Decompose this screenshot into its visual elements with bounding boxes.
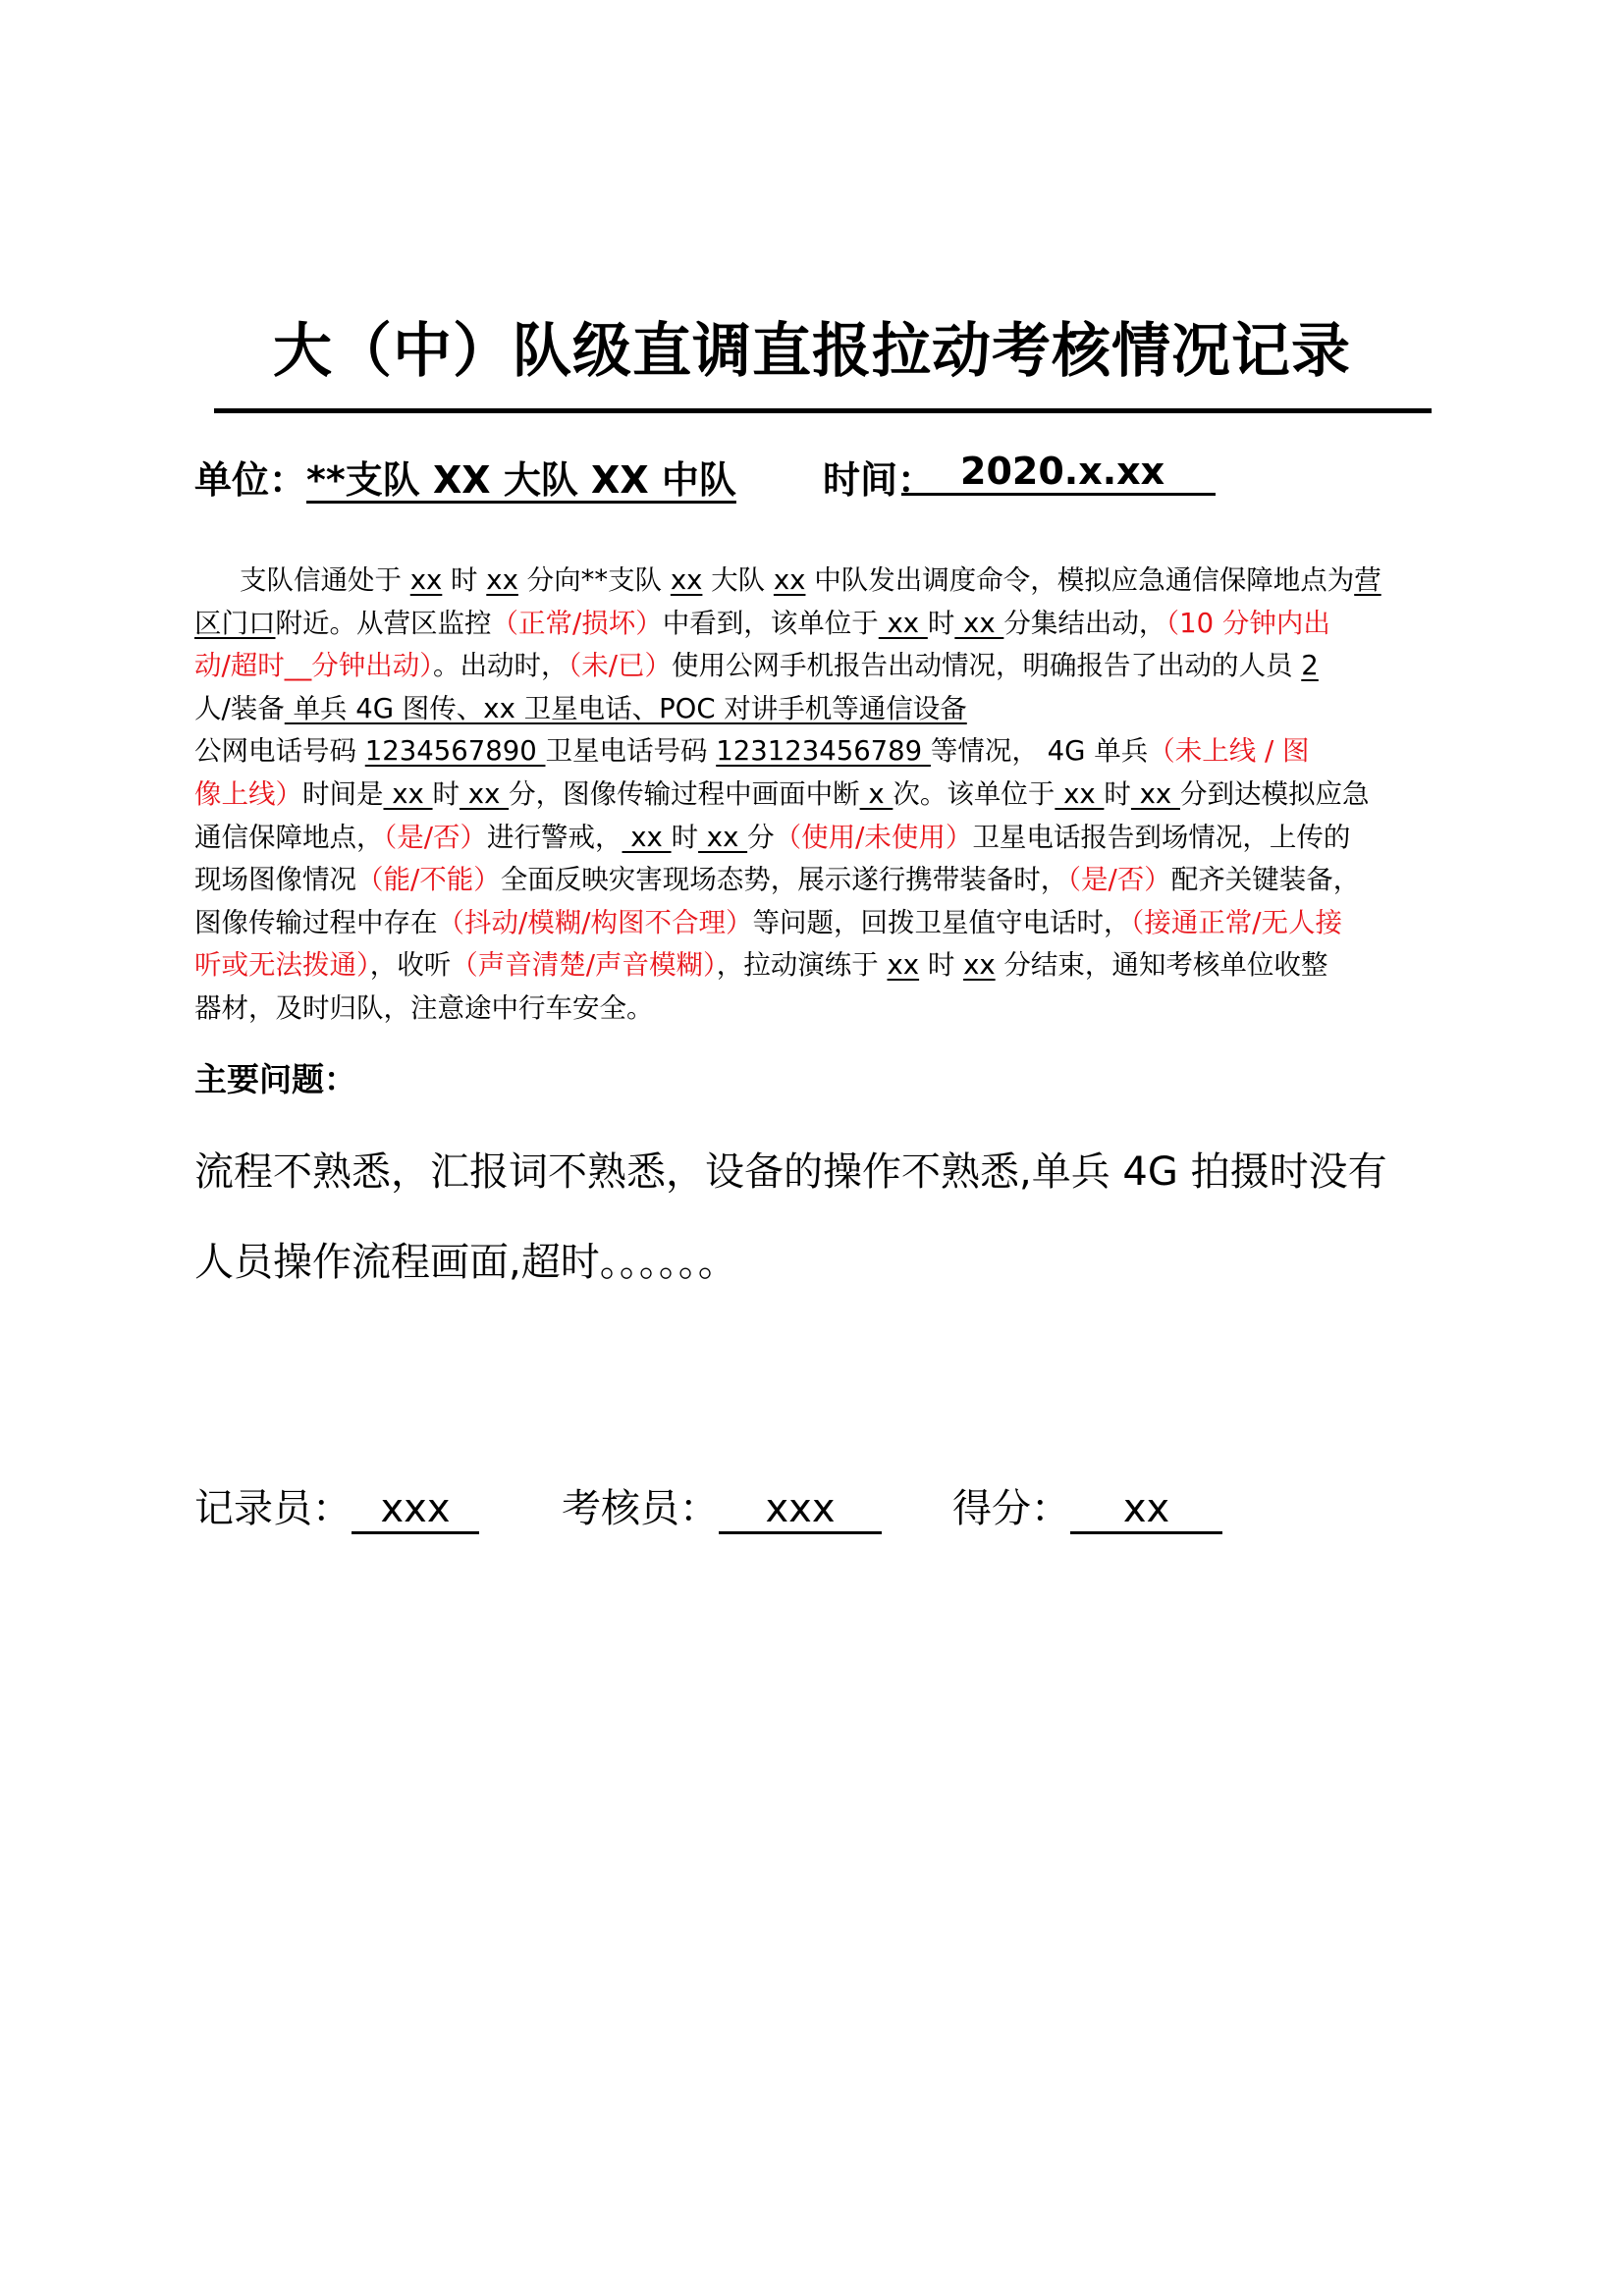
document-title: 大（中）队级直调直报拉动考核情况记录 xyxy=(273,317,1351,386)
filled-blank: 1234567890 xyxy=(364,735,546,768)
time-value: 2020.x.xx xyxy=(901,450,1216,496)
record-text: 公网电话号码 xyxy=(194,735,365,768)
examiner-value: xxx xyxy=(719,1486,882,1534)
record-text: 等问题，回拨卫星值守电话时， xyxy=(752,906,1131,938)
filled-blank: 2 xyxy=(1301,650,1319,682)
record-line xyxy=(194,730,1434,774)
record-text: 中看到，该单位于 xyxy=(662,607,879,639)
record-text: 分结束，通知考核单位收整 xyxy=(995,949,1328,982)
examiner-label: 考核员： xyxy=(562,1486,719,1531)
record-text: 分，图像传输过程中画面中断 xyxy=(509,777,860,810)
recorder-field xyxy=(194,1477,479,1534)
score-label: 得分： xyxy=(952,1486,1070,1531)
record-line xyxy=(194,817,1434,860)
record-text: 时 xyxy=(671,821,699,853)
filled-blank: 123123456789 xyxy=(716,735,931,768)
record-text: 现场图像情况 xyxy=(194,864,356,896)
issues-text xyxy=(194,1127,1461,1308)
record-text: 时间是 xyxy=(302,777,384,810)
record-text: 时 xyxy=(1104,777,1131,810)
record-text: 中队发出调度命令，模拟应急通信保障地点为 xyxy=(805,564,1355,596)
option-choice: （是/否） xyxy=(383,821,488,853)
option-choice: （能/不能） xyxy=(356,864,501,896)
title-underline xyxy=(214,408,1432,413)
record-text: 附近。从营区监控 xyxy=(275,607,492,639)
unit-label: 单位： xyxy=(194,458,307,502)
option-choice: 听或无法拨通） xyxy=(194,949,370,982)
option-choice: （接通正常/无人接 xyxy=(1130,906,1343,938)
option-choice: （正常/损坏） xyxy=(491,607,663,639)
filled-blank: xx xyxy=(698,821,748,853)
option-choice: 动/超时__分钟出动） xyxy=(194,650,434,682)
record-text: 等情况， 4G 单兵 xyxy=(930,735,1149,768)
filled-blank: xx xyxy=(1130,777,1180,810)
record-text: 图像传输过程中存在 xyxy=(194,906,438,938)
filled-blank: xx xyxy=(383,777,433,810)
filled-blank: xx xyxy=(963,949,996,982)
record-text: 支队信通处于 xyxy=(240,564,410,596)
record-text: 次。该单位于 xyxy=(893,777,1056,810)
record-paragraph xyxy=(194,560,1434,1031)
record-line xyxy=(194,944,1434,988)
option-choice: （未上线 / 图 xyxy=(1148,735,1310,768)
record-line xyxy=(194,774,1434,817)
filled-blank: xx xyxy=(1055,777,1105,810)
record-line xyxy=(194,988,1434,1031)
filled-blank: xx xyxy=(887,949,920,982)
option-choice: （使用/未使用） xyxy=(774,821,973,853)
filled-blank: 区门口 xyxy=(194,607,276,639)
record-text: 分向**支队 xyxy=(517,564,671,596)
issues-line: 人员操作流程画面,超时。。。。。。 xyxy=(194,1240,737,1285)
score-value: xx xyxy=(1070,1486,1222,1534)
record-text: 分集结出动， xyxy=(1003,607,1166,639)
time-label: 时间： xyxy=(823,458,936,502)
record-text: 大队 xyxy=(702,564,774,596)
filled-blank: x xyxy=(859,777,893,810)
recorder-label: 记录员： xyxy=(194,1486,352,1531)
record-text: 。出动时， xyxy=(433,650,568,682)
record-text: 分到达模拟应急 xyxy=(1179,777,1370,810)
option-choice: （声音清楚/声音模糊） xyxy=(451,949,717,982)
filled-blank: xx xyxy=(460,777,510,810)
filled-blank: xx xyxy=(773,564,806,596)
filled-blank: 营 xyxy=(1354,564,1381,596)
filled-blank: xx xyxy=(486,564,518,596)
record-text: ，拉动演练于 xyxy=(716,949,888,982)
record-text: ，收听 xyxy=(369,949,452,982)
record-text: 人/装备 xyxy=(194,692,285,724)
record-text: 使用公网手机报告出动情况，明确报告了出动的人员 xyxy=(672,650,1302,682)
header-meta xyxy=(194,450,1165,504)
filled-blank: 单兵 4G 图传、xx 卫星电话、POC 对讲手机等通信设备 xyxy=(284,692,967,724)
option-choice: （未/已） xyxy=(568,650,673,682)
record-text: 分 xyxy=(747,821,775,853)
record-text: 进行警戒， xyxy=(487,821,623,853)
record-text: 通信保障地点， xyxy=(194,821,384,853)
record-text: 配齐关键装备， xyxy=(1170,864,1361,896)
issues-heading: 主要问题： xyxy=(194,1060,356,1098)
record-text: 时 xyxy=(927,607,955,639)
record-line xyxy=(194,560,1434,603)
filled-blank: xx xyxy=(622,821,672,853)
record-text: 时 xyxy=(442,564,487,596)
record-line xyxy=(194,902,1434,945)
option-choice: 像上线） xyxy=(194,777,302,810)
option-choice: （抖动/模糊/构图不合理） xyxy=(437,906,753,938)
score-field xyxy=(952,1477,1222,1534)
filled-blank: xx xyxy=(409,564,443,596)
unit-value: **支队 XX 大队 XX 中队 xyxy=(306,458,736,502)
filled-blank: xx xyxy=(954,607,1004,639)
record-text: 时 xyxy=(432,777,460,810)
option-choice: （10 分钟内出 xyxy=(1165,607,1330,639)
record-text: 卫星电话报告到场情况，上传的 xyxy=(972,821,1351,853)
record-text: 卫星电话号码 xyxy=(545,735,717,768)
recorder-value: xxx xyxy=(352,1486,479,1534)
record-line xyxy=(194,859,1434,902)
filled-blank: xx xyxy=(670,564,703,596)
issues-line: 流程不熟悉，汇报词不熟悉，设备的操作不熟悉,单兵 4G 拍摄时没有 xyxy=(194,1149,1387,1195)
examiner-field xyxy=(562,1477,882,1534)
record-text: 时 xyxy=(919,949,964,982)
record-line xyxy=(194,688,1434,731)
filled-blank: xx xyxy=(878,607,928,639)
record-text: 器材，及时归队，注意途中行车安全。 xyxy=(194,991,654,1024)
record-line xyxy=(194,645,1434,688)
record-text: 全面反映灾害现场态势，展示遂行携带装备时， xyxy=(500,864,1068,896)
option-choice: （是/否） xyxy=(1067,864,1171,896)
record-line xyxy=(194,603,1434,646)
